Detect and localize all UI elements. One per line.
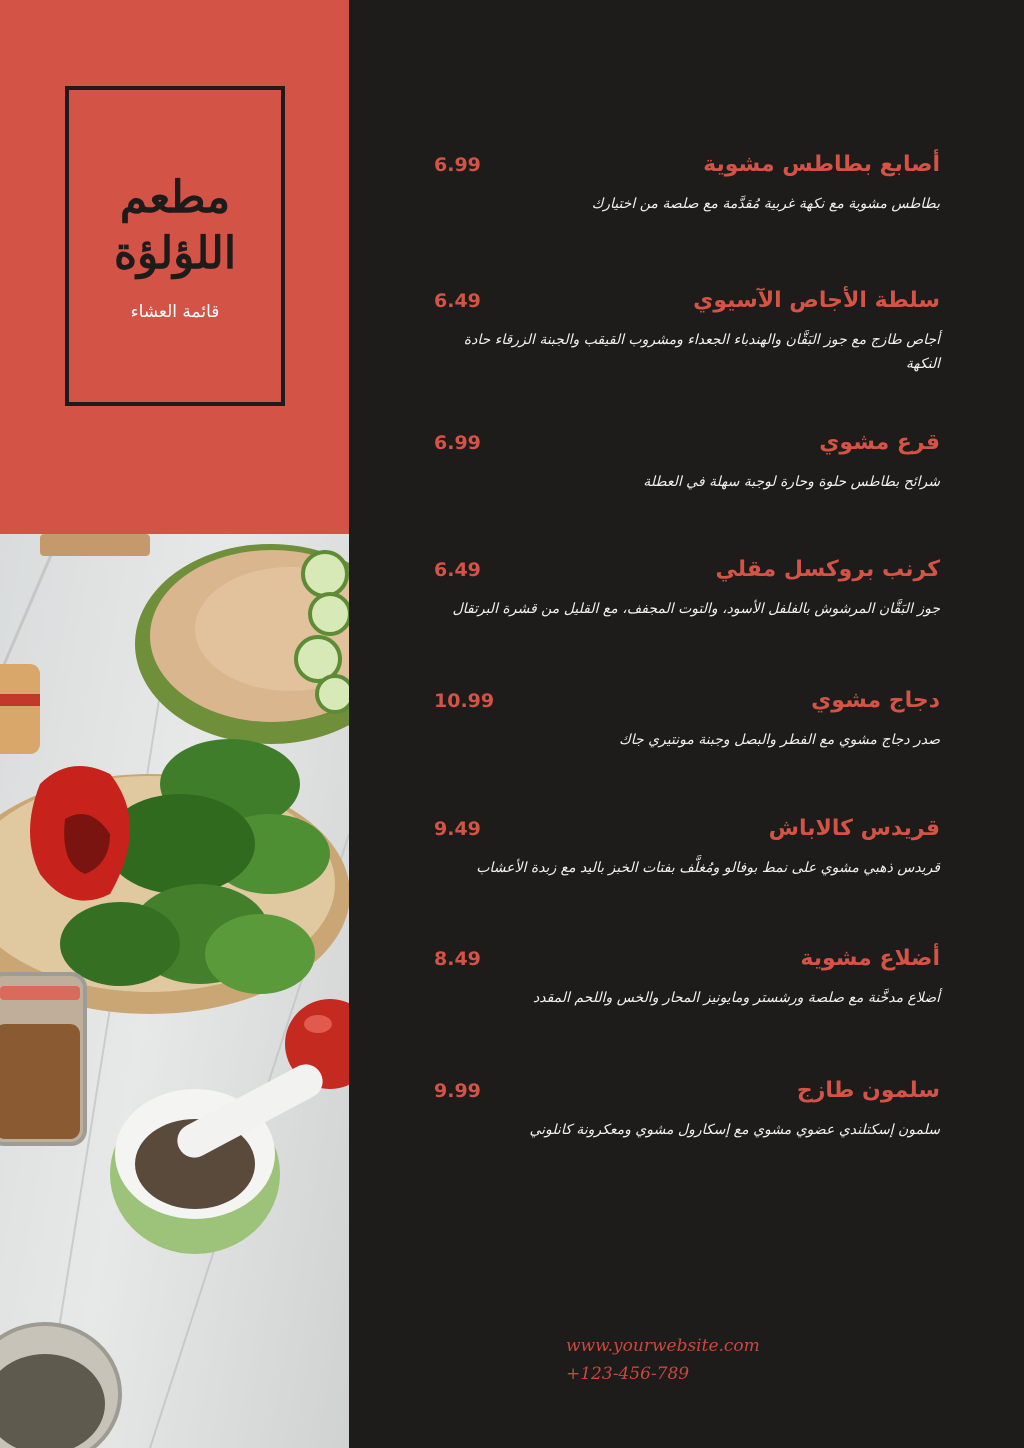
menu-item-description: أضلاع مدخَّنة مع صلصة ورشستر ومايونيز المحار والخس واللحم المقدد — [532, 990, 940, 1006]
menu-item-price: 6.49 — [434, 559, 481, 581]
cucumber-slice — [317, 676, 349, 712]
menu-item-header — [420, 288, 940, 322]
cucumber-slice — [303, 552, 347, 596]
menu-item-header — [420, 557, 940, 591]
spice-jar-seal — [0, 986, 80, 1000]
menu-item-price: 9.99 — [434, 1080, 481, 1102]
menu-item — [420, 688, 940, 752]
menu-item-header — [420, 688, 940, 722]
brand-frame — [65, 86, 285, 406]
menu-item — [420, 946, 940, 1010]
menu-item-name: كرنب بروكسل مقلي — [715, 557, 940, 582]
spice-jar-contents — [0, 1024, 80, 1139]
menu-item — [420, 152, 940, 216]
sandwich — [0, 664, 40, 754]
menu-item-description: صدر دجاج مشوي مع الفطر والبصل وجبنة مونتيري جاك — [619, 732, 940, 748]
basil-leaf — [205, 914, 315, 994]
food-photo — [0, 534, 349, 1448]
menu-item-price: 6.49 — [434, 290, 481, 312]
menu-item-name: قرع مشوي — [819, 430, 940, 455]
food-photo-illustration — [0, 534, 349, 1448]
menu-item-name: قريدس كالاباش — [768, 816, 940, 841]
menu-item — [420, 430, 940, 494]
menu-item-header — [420, 430, 940, 464]
basil-leaf — [60, 902, 180, 986]
menu-item-price: 6.99 — [434, 432, 481, 454]
menu-item — [420, 1078, 940, 1142]
menu-item-header — [420, 1078, 940, 1112]
menu-item-price: 10.99 — [434, 690, 495, 712]
menu-item-header — [420, 816, 940, 850]
menu-item-price: 6.99 — [434, 154, 481, 176]
website-link[interactable]: www.yourwebsite.com — [566, 1336, 760, 1356]
menu-item-header — [420, 946, 940, 980]
left-panel — [0, 0, 349, 1448]
menu-item-name: أضلاع مشوية — [800, 946, 940, 971]
menu-item-name: أصابع بطاطس مشوية — [703, 152, 940, 177]
menu-item-name: سلمون طازج — [796, 1078, 940, 1103]
menu-item — [420, 557, 940, 621]
menu-item-description: شرائح بطاطس حلوة وحارة لوجبة سهلة في العطلة — [643, 474, 940, 490]
brand-block — [0, 0, 349, 534]
menu-item-description: سلمون إسكتلندي عضوي مشوي مع إسكارول مشوي ومعكرونة كانلوني — [529, 1122, 940, 1138]
menu-item — [420, 288, 940, 376]
menu-item-description: أجاص طازج مع جوز البَقَّان والهندباء الجعداء ومشروب القيقب والجبنة الزرقاء حادة النكهة — [463, 332, 940, 372]
sandwich-filling — [0, 694, 40, 706]
restaurant-name: مطعم اللؤلؤة — [113, 172, 237, 279]
menu-item-description: جوز البَقَّان المرشوش بالفلفل الأسود، والتوت المجفف، مع القليل من قشرة البرتقال — [452, 601, 940, 617]
phone-number: +123-456-789 — [566, 1364, 690, 1384]
menu-item-name: دجاج مشوي — [811, 688, 940, 713]
contact-footer — [566, 1332, 760, 1388]
menu-item-name: سلطة الأجاص الآسيوي — [693, 288, 940, 313]
menu-item — [420, 816, 940, 880]
menu-item-price: 9.49 — [434, 818, 481, 840]
cutting-board — [40, 534, 150, 556]
menu-subtitle: قائمة العشاء — [130, 302, 220, 322]
menu-item-description: بطاطس مشوية مع نكهة غربية مُقدَّمة مع صلصة من اختيارك — [591, 196, 940, 212]
tomato-highlight — [304, 1015, 332, 1033]
menu-item-header — [420, 152, 940, 186]
menu-item-price: 8.49 — [434, 948, 481, 970]
cucumber-slice — [310, 594, 349, 634]
menu-item-description: قريدس ذهبي مشوي على نمط بوفالو ومُغلَّف بفتات الخبز باليد مع زبدة الأعشاب — [476, 860, 940, 876]
